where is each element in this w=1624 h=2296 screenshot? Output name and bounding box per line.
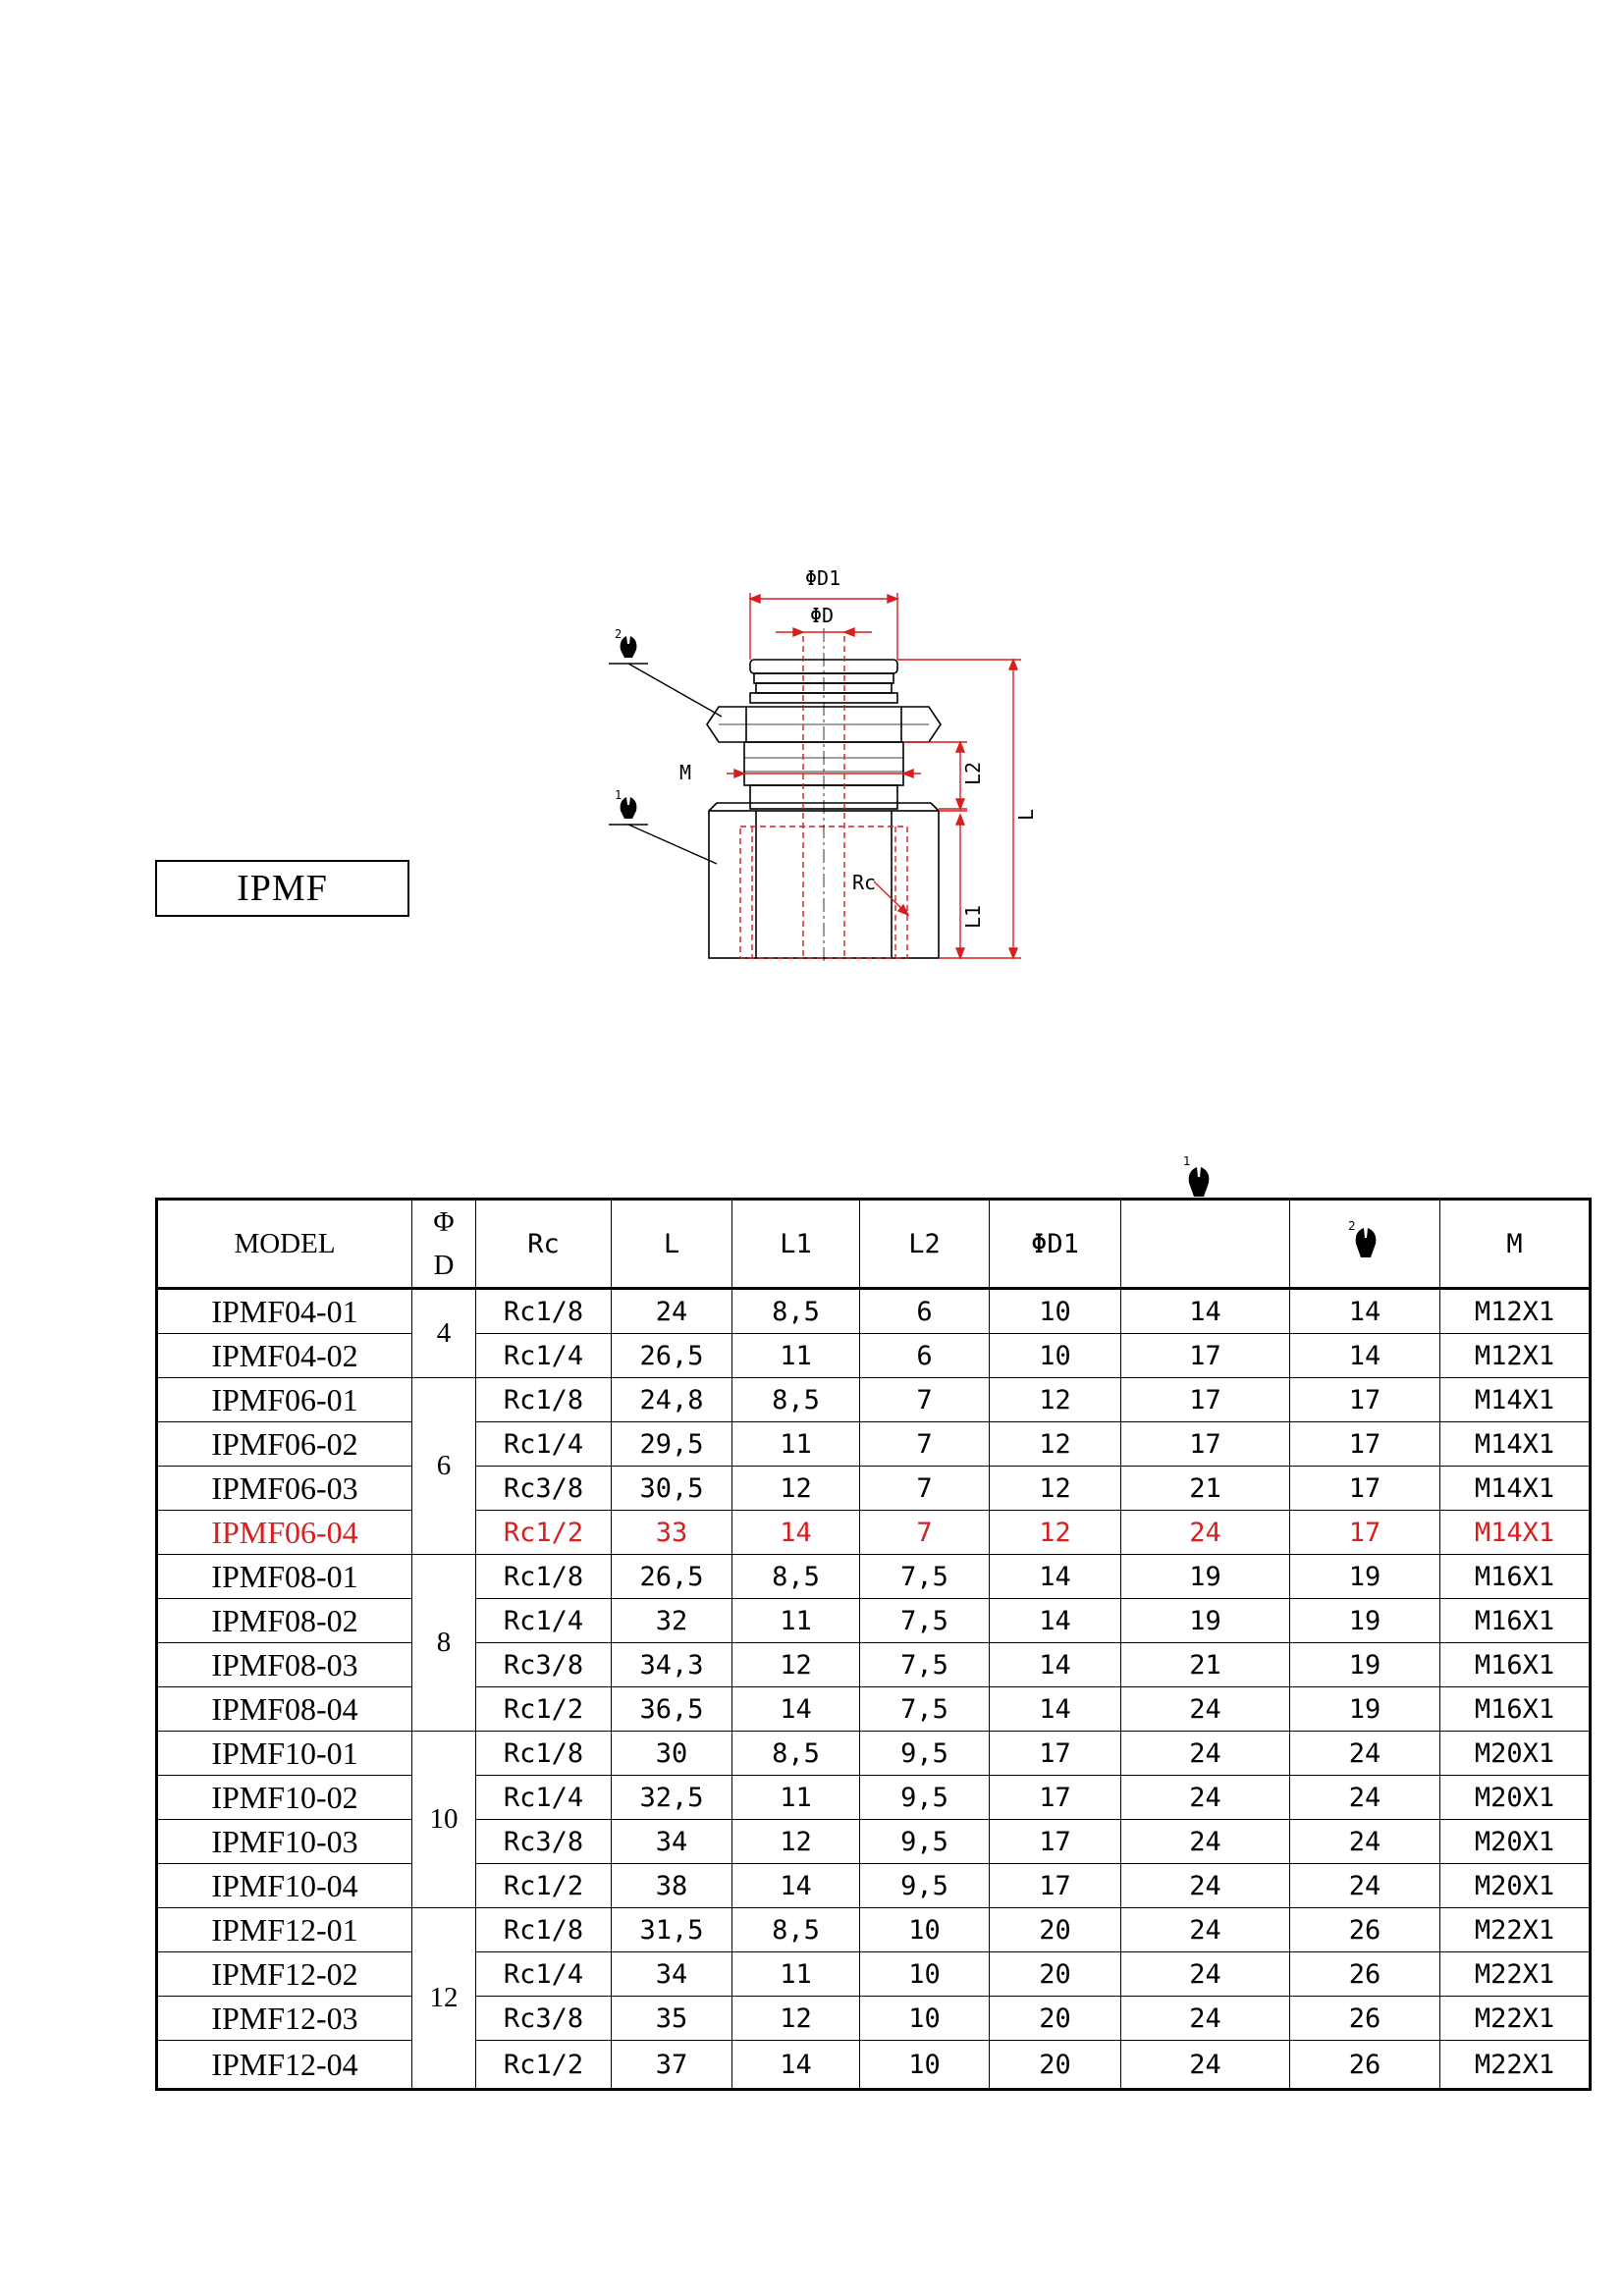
cell-d1: 20 [990,2041,1121,2090]
cell-m: M16X1 [1440,1555,1591,1599]
table-row [157,1732,1591,1776]
cell-d1: 20 [990,1997,1121,2041]
cell-wrench2-size: 19 [1290,1643,1440,1687]
cell-model: IPMF04-01 [157,1289,412,1334]
cell-wrench1-size: 19 [1121,1599,1290,1643]
cell-l1: 12 [732,1997,860,2041]
cell-wrench1-size: 17 [1121,1422,1290,1467]
cell-wrench1-size: 24 [1121,1511,1290,1555]
table-row [157,1864,1591,1908]
table-row [157,1908,1591,1952]
cell-m: M20X1 [1440,1776,1591,1820]
cell-l: 34,3 [612,1643,732,1687]
cell-wrench2-size: 26 [1290,2041,1440,2090]
cell-wrench1-size: 24 [1121,1997,1290,2041]
cell-wrench1-size: 17 [1121,1378,1290,1422]
cell-wrench2-size: 19 [1290,1687,1440,1732]
cell-wrench1-size: 24 [1121,1687,1290,1732]
cell-l1: 11 [732,1422,860,1467]
cell-model: IPMF10-01 [157,1732,412,1776]
cell-wrench1-size: 21 [1121,1467,1290,1511]
cell-wrench2-size: 17 [1290,1511,1440,1555]
dim-l2-label: L2 [961,761,985,785]
cell-m: M14X1 [1440,1511,1591,1555]
cell-tube-diameter: 6 [412,1378,476,1555]
cell-m: M22X1 [1440,1908,1591,1952]
cell-wrench2-size: 19 [1290,1555,1440,1599]
cell-m: M14X1 [1440,1378,1591,1422]
table-row [157,2041,1591,2090]
cell-wrench2-size: 17 [1290,1422,1440,1467]
cell-wrench1-size: 19 [1121,1555,1290,1599]
header-phi-symbol: Φ [433,1206,455,1238]
cell-rc: Rc1/8 [476,1908,612,1952]
cell-wrench1-size: 24 [1121,1952,1290,1997]
cell-wrench2-size: 26 [1290,1997,1440,2041]
cell-rc: Rc3/8 [476,1997,612,2041]
cell-model: IPMF10-04 [157,1864,412,1908]
table-row [157,1334,1591,1378]
table-row [157,1422,1591,1467]
header-l2: L2 [860,1200,990,1289]
cell-model: IPMF04-02 [157,1334,412,1378]
wrench-2-label: 2 [615,627,623,641]
cell-model: IPMF06-03 [157,1467,412,1511]
cell-d1: 17 [990,1820,1121,1864]
cell-m: M22X1 [1440,1952,1591,1997]
header-l: L [612,1200,732,1289]
cell-wrench2-size: 14 [1290,1334,1440,1378]
cell-model: IPMF08-03 [157,1643,412,1687]
header-wrench2 [1290,1200,1440,1289]
cell-l2: 10 [860,2041,990,2090]
cell-l2: 7 [860,1467,990,1511]
table-row [157,1599,1591,1643]
cell-d1: 17 [990,1776,1121,1820]
cell-l1: 11 [732,1776,860,1820]
cell-wrench2-size: 17 [1290,1378,1440,1422]
cell-l2: 7,5 [860,1687,990,1732]
cell-rc: Rc1/4 [476,1334,612,1378]
header-d-letter: D [433,1250,455,1281]
cell-l: 37 [612,2041,732,2090]
cell-rc: Rc3/8 [476,1643,612,1687]
cell-l2: 6 [860,1289,990,1334]
cell-d1: 12 [990,1422,1121,1467]
cell-l2: 9,5 [860,1776,990,1820]
table-row [157,1378,1591,1422]
cell-m: M16X1 [1440,1643,1591,1687]
dim-m-label: M [679,761,692,784]
cell-m: M14X1 [1440,1422,1591,1467]
table-row [157,1820,1591,1864]
cell-l: 26,5 [612,1555,732,1599]
cell-d1: 20 [990,1952,1121,1997]
table-row [157,1289,1591,1334]
wrench-1-header-icon [1183,1153,1215,1201]
cell-l2: 10 [860,1997,990,2041]
cell-l2: 7,5 [860,1555,990,1599]
cell-rc: Rc1/8 [476,1555,612,1599]
cell-m: M20X1 [1440,1864,1591,1908]
wrench-1-leader [628,825,717,864]
cell-l1: 8,5 [732,1732,860,1776]
cell-m: M16X1 [1440,1599,1591,1643]
cell-rc: Rc3/8 [476,1820,612,1864]
cell-wrench2-size: 26 [1290,1908,1440,1952]
wrench-1-label: 1 [615,788,623,802]
cell-wrench2-size: 17 [1290,1467,1440,1511]
cell-wrench2-size: 24 [1290,1732,1440,1776]
wrench-2-icon [621,636,637,658]
cell-m: M16X1 [1440,1687,1591,1732]
cell-wrench1-size: 14 [1121,1289,1290,1334]
cell-l1: 8,5 [732,1378,860,1422]
cell-tube-diameter: 10 [412,1732,476,1908]
cell-m: M12X1 [1440,1334,1591,1378]
cell-wrench2-size: 14 [1290,1289,1440,1334]
cell-rc: Rc1/2 [476,1511,612,1555]
cell-l: 34 [612,1952,732,1997]
cell-l: 26,5 [612,1334,732,1378]
wrench-2-leader [628,664,722,717]
header-model: MODEL [157,1200,412,1289]
cell-l: 24 [612,1289,732,1334]
cell-m: M12X1 [1440,1289,1591,1334]
cell-wrench1-size: 17 [1121,1334,1290,1378]
cell-model: IPMF10-03 [157,1820,412,1864]
cell-l1: 8,5 [732,1555,860,1599]
cell-d1: 14 [990,1599,1121,1643]
table-row [157,1997,1591,2041]
cell-l2: 9,5 [860,1732,990,1776]
table-row [157,1511,1591,1555]
cell-model: IPMF12-01 [157,1908,412,1952]
cell-wrench2-size: 24 [1290,1776,1440,1820]
cell-l: 36,5 [612,1687,732,1732]
cell-l1: 11 [732,1952,860,1997]
cell-wrench1-size: 24 [1121,1864,1290,1908]
fitting-drawing [609,550,1080,982]
cell-model: IPMF12-03 [157,1997,412,2041]
cell-model: IPMF12-02 [157,1952,412,1997]
cell-l: 30,5 [612,1467,732,1511]
cell-l2: 7 [860,1378,990,1422]
dim-rc-label: Rc [852,871,877,894]
cell-model: IPMF08-04 [157,1687,412,1732]
cell-l: 32,5 [612,1776,732,1820]
cell-tube-diameter: 12 [412,1908,476,2090]
cell-d1: 14 [990,1643,1121,1687]
model-title-box [155,860,409,917]
cell-model: IPMF08-02 [157,1599,412,1643]
header-wrench1 [1121,1200,1290,1289]
cell-wrench1-size: 24 [1121,2041,1290,2090]
cell-l1: 12 [732,1820,860,1864]
cell-l: 32 [612,1599,732,1643]
cell-rc: Rc1/4 [476,1599,612,1643]
cell-l1: 14 [732,1511,860,1555]
spec-table-body [157,1289,1591,2090]
spec-table [155,1198,1592,2091]
cell-d1: 12 [990,1511,1121,1555]
cell-d1: 10 [990,1289,1121,1334]
table-row [157,1555,1591,1599]
cell-l: 33 [612,1511,732,1555]
table-row [157,1643,1591,1687]
cell-d1: 14 [990,1687,1121,1732]
cell-wrench1-size: 24 [1121,1732,1290,1776]
cell-wrench2-size: 24 [1290,1820,1440,1864]
cell-l1: 11 [732,1334,860,1378]
cell-model: IPMF06-02 [157,1422,412,1467]
cell-l2: 10 [860,1952,990,1997]
cell-l: 31,5 [612,1908,732,1952]
cell-l1: 14 [732,1687,860,1732]
header-phi-d [412,1200,476,1289]
cell-l1: 12 [732,1467,860,1511]
wrench-1-icon [621,797,637,819]
cell-tube-diameter: 8 [412,1555,476,1732]
cell-l2: 7,5 [860,1599,990,1643]
cell-rc: Rc1/8 [476,1732,612,1776]
cell-l1: 8,5 [732,1289,860,1334]
dim-l1-label: L1 [961,904,985,929]
cell-d1: 20 [990,1908,1121,1952]
model-title: IPMF [237,868,328,909]
cell-l1: 11 [732,1599,860,1643]
cell-wrench1-size: 21 [1121,1643,1290,1687]
cell-l1: 14 [732,1864,860,1908]
cell-rc: Rc1/8 [476,1378,612,1422]
cell-m: M22X1 [1440,1997,1591,2041]
cell-l2: 6 [860,1334,990,1378]
cell-rc: Rc1/4 [476,1952,612,1997]
cell-l2: 7 [860,1511,990,1555]
cell-model: IPMF06-04 [157,1511,412,1555]
cell-d1: 17 [990,1732,1121,1776]
cell-l: 24,8 [612,1378,732,1422]
header-rc: Rc [476,1200,612,1289]
cell-rc: Rc1/2 [476,1687,612,1732]
cell-d1: 10 [990,1334,1121,1378]
cell-rc: Rc3/8 [476,1467,612,1511]
cell-model: IPMF08-01 [157,1555,412,1599]
table-row [157,1952,1591,1997]
table-row [157,1776,1591,1820]
cell-l: 34 [612,1820,732,1864]
cell-l: 30 [612,1732,732,1776]
cell-wrench2-size: 24 [1290,1864,1440,1908]
cell-l: 38 [612,1864,732,1908]
cell-wrench1-size: 24 [1121,1820,1290,1864]
table-header-row [157,1200,1591,1289]
cell-l1: 14 [732,2041,860,2090]
cell-tube-diameter: 4 [412,1289,476,1378]
cell-m: M20X1 [1440,1820,1591,1864]
dim-d1-label: ΦD1 [805,566,841,590]
cell-d1: 12 [990,1378,1121,1422]
dim-l-label: L [1014,808,1038,821]
cell-rc: Rc1/4 [476,1776,612,1820]
cell-l2: 10 [860,1908,990,1952]
cell-wrench2-size: 19 [1290,1599,1440,1643]
header-l1: L1 [732,1200,860,1289]
cell-l2: 9,5 [860,1820,990,1864]
cell-l1: 8,5 [732,1908,860,1952]
wrench-2-header-icon [1348,1218,1381,1261]
cell-l2: 7,5 [860,1643,990,1687]
dim-d-label: ΦD [810,604,835,627]
table-row [157,1467,1591,1511]
cell-d1: 17 [990,1864,1121,1908]
cell-model: IPMF12-04 [157,2041,412,2090]
cell-m: M22X1 [1440,2041,1591,2090]
cell-rc: Rc1/4 [476,1422,612,1467]
cell-l1: 12 [732,1643,860,1687]
cell-model: IPMF10-02 [157,1776,412,1820]
cell-m: M14X1 [1440,1467,1591,1511]
cell-rc: Rc1/2 [476,1864,612,1908]
cell-wrench2-size: 26 [1290,1952,1440,1997]
cell-l: 29,5 [612,1422,732,1467]
cell-d1: 12 [990,1467,1121,1511]
cell-l2: 9,5 [860,1864,990,1908]
cell-wrench1-size: 24 [1121,1776,1290,1820]
cell-model: IPMF06-01 [157,1378,412,1422]
cell-rc: Rc1/8 [476,1289,612,1334]
table-row [157,1687,1591,1732]
cell-d1: 14 [990,1555,1121,1599]
cell-l: 35 [612,1997,732,2041]
wrench-1-header-label: 1 [1183,1154,1191,1168]
cell-m: M20X1 [1440,1732,1591,1776]
wrench-2-header-label: 2 [1348,1219,1356,1233]
header-d1: ΦD1 [990,1200,1121,1289]
header-m: M [1440,1200,1591,1289]
cell-wrench1-size: 24 [1121,1908,1290,1952]
cell-l2: 7 [860,1422,990,1467]
cell-rc: Rc1/2 [476,2041,612,2090]
